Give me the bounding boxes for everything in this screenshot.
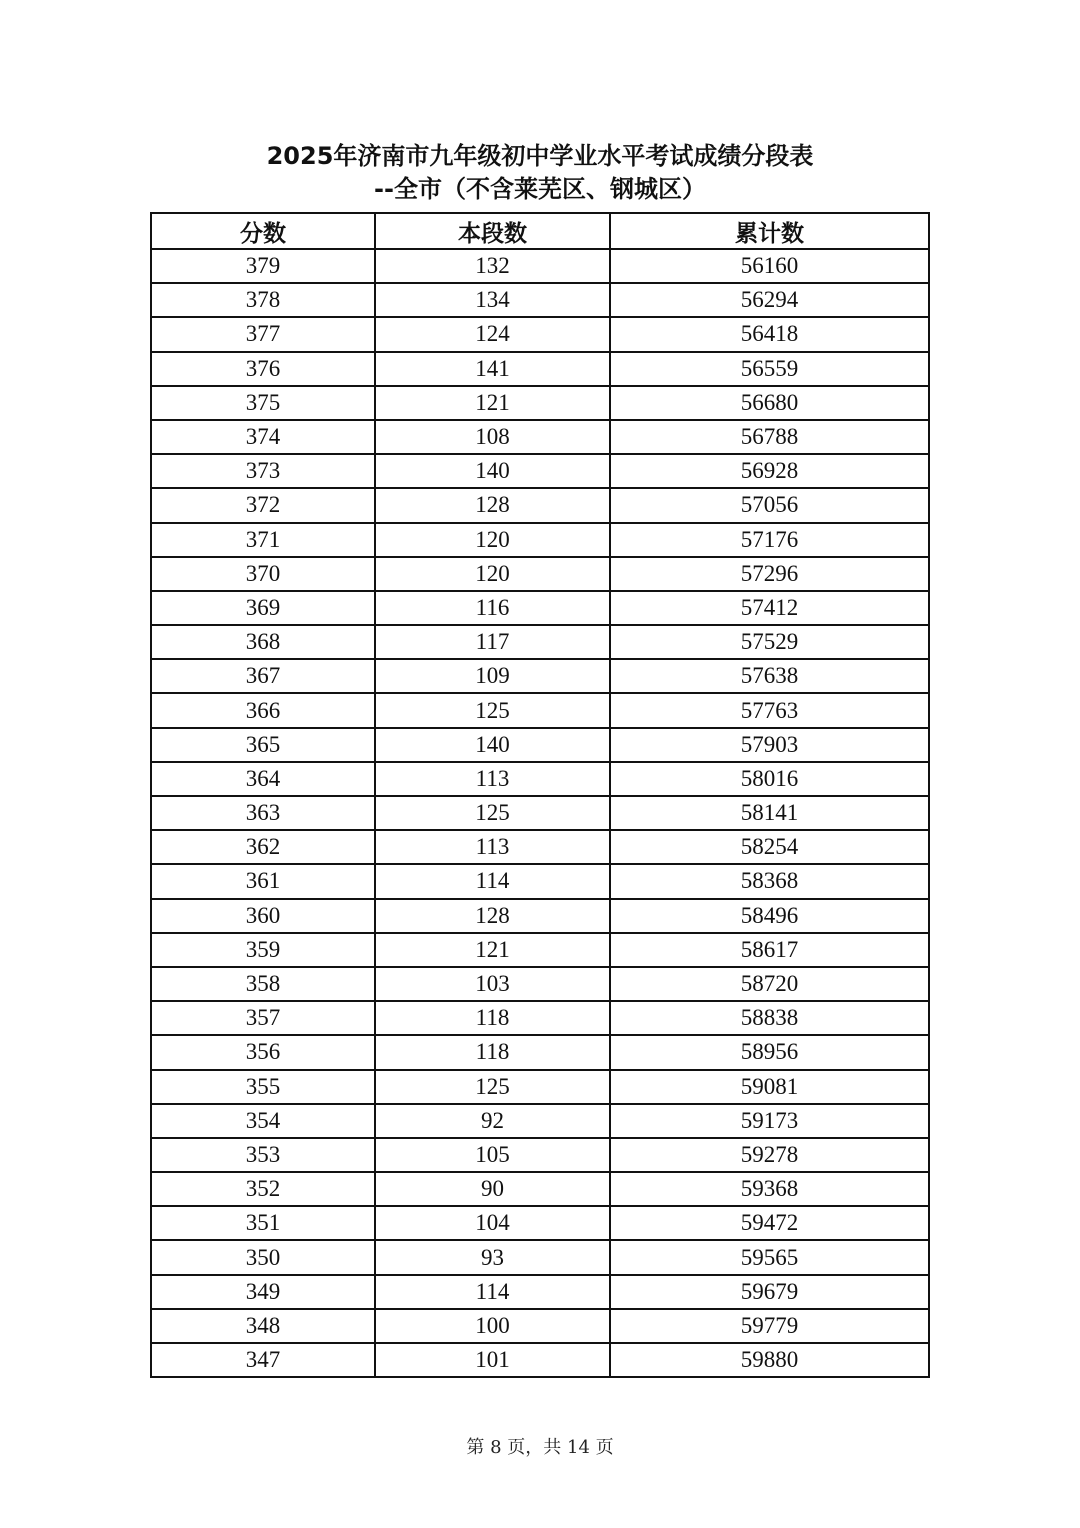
segment-count-cell: 128 — [375, 488, 610, 522]
segment-count-cell: 120 — [375, 523, 610, 557]
cumulative-count-cell: 58141 — [610, 796, 929, 830]
table-row — [151, 864, 929, 898]
cumulative-count-cell: 57056 — [610, 488, 929, 522]
segment-count-cell: 113 — [375, 762, 610, 796]
segment-count-cell: 124 — [375, 317, 610, 351]
header-score: 分数 — [151, 213, 375, 249]
cumulative-count-cell: 56160 — [610, 249, 929, 283]
cumulative-count-cell: 56294 — [610, 283, 929, 317]
table-row — [151, 728, 929, 762]
cumulative-count-cell: 59880 — [610, 1343, 929, 1377]
score-cell: 362 — [151, 830, 375, 864]
cumulative-count-cell: 56928 — [610, 454, 929, 488]
cumulative-count-cell: 58016 — [610, 762, 929, 796]
score-cell: 359 — [151, 933, 375, 967]
score-cell: 379 — [151, 249, 375, 283]
document-subtitle: --全市（不含莱芜区、钢城区） — [374, 175, 706, 203]
table-row — [151, 557, 929, 591]
table-row — [151, 1172, 929, 1206]
table-row — [151, 796, 929, 830]
score-cell: 363 — [151, 796, 375, 830]
cumulative-count-cell: 59368 — [610, 1172, 929, 1206]
score-cell: 364 — [151, 762, 375, 796]
score-cell: 351 — [151, 1206, 375, 1240]
score-cell: 360 — [151, 899, 375, 933]
segment-count-cell: 116 — [375, 591, 610, 625]
segment-count-cell: 114 — [375, 1275, 610, 1309]
table-row — [151, 762, 929, 796]
segment-count-cell: 90 — [375, 1172, 610, 1206]
score-cell: 370 — [151, 557, 375, 591]
cumulative-count-cell: 59472 — [610, 1206, 929, 1240]
cumulative-count-cell: 58254 — [610, 830, 929, 864]
cumulative-count-cell: 58617 — [610, 933, 929, 967]
score-cell: 375 — [151, 386, 375, 420]
cumulative-count-cell: 56559 — [610, 352, 929, 386]
cumulative-count-cell: 57412 — [610, 591, 929, 625]
cumulative-count-cell: 59779 — [610, 1309, 929, 1343]
table-row — [151, 591, 929, 625]
cumulative-count-cell: 58720 — [610, 967, 929, 1001]
score-cell: 352 — [151, 1172, 375, 1206]
segment-count-cell: 121 — [375, 386, 610, 420]
score-cell: 368 — [151, 625, 375, 659]
cumulative-count-cell: 57763 — [610, 693, 929, 727]
table-row — [151, 317, 929, 351]
segment-count-cell: 125 — [375, 693, 610, 727]
cumulative-count-cell: 59081 — [610, 1070, 929, 1104]
segment-count-cell: 114 — [375, 864, 610, 898]
segment-count-cell: 132 — [375, 249, 610, 283]
segment-count-cell: 108 — [375, 420, 610, 454]
score-cell: 371 — [151, 523, 375, 557]
segment-count-cell: 125 — [375, 796, 610, 830]
score-cell: 373 — [151, 454, 375, 488]
segment-count-cell: 113 — [375, 830, 610, 864]
segment-count-cell: 92 — [375, 1104, 610, 1138]
table-body — [151, 249, 929, 1377]
segment-count-cell: 117 — [375, 625, 610, 659]
score-cell: 366 — [151, 693, 375, 727]
cumulative-count-cell: 59278 — [610, 1138, 929, 1172]
table-row — [151, 967, 929, 1001]
table-row — [151, 1104, 929, 1138]
score-cell: 372 — [151, 488, 375, 522]
score-cell: 354 — [151, 1104, 375, 1138]
page-number: 第 8 页，共 14 页 — [466, 1437, 614, 1458]
segment-count-cell: 141 — [375, 352, 610, 386]
score-cell: 349 — [151, 1275, 375, 1309]
table-row — [151, 933, 929, 967]
segment-count-cell: 104 — [375, 1206, 610, 1240]
score-cell: 356 — [151, 1035, 375, 1069]
table-row — [151, 1275, 929, 1309]
cumulative-count-cell: 56418 — [610, 317, 929, 351]
cumulative-count-cell: 58838 — [610, 1001, 929, 1035]
cumulative-count-cell: 58368 — [610, 864, 929, 898]
segment-count-cell: 93 — [375, 1240, 610, 1274]
segment-count-cell: 109 — [375, 659, 610, 693]
score-cell: 347 — [151, 1343, 375, 1377]
segment-count-cell: 118 — [375, 1001, 610, 1035]
segment-count-cell: 118 — [375, 1035, 610, 1069]
segment-count-cell: 120 — [375, 557, 610, 591]
table-row — [151, 830, 929, 864]
table-row — [151, 1240, 929, 1274]
score-cell: 350 — [151, 1240, 375, 1274]
score-cell: 374 — [151, 420, 375, 454]
score-cell: 367 — [151, 659, 375, 693]
table-row — [151, 1206, 929, 1240]
score-distribution-table — [150, 212, 930, 1378]
table-row — [151, 352, 929, 386]
table-row — [151, 283, 929, 317]
score-cell: 355 — [151, 1070, 375, 1104]
segment-count-cell: 128 — [375, 899, 610, 933]
score-cell: 369 — [151, 591, 375, 625]
table-row — [151, 454, 929, 488]
segment-count-cell: 140 — [375, 728, 610, 762]
table-row — [151, 420, 929, 454]
segment-count-cell: 105 — [375, 1138, 610, 1172]
header-segment-count: 本段数 — [375, 213, 610, 249]
score-cell: 358 — [151, 967, 375, 1001]
segment-count-cell: 134 — [375, 283, 610, 317]
table-row — [151, 1343, 929, 1377]
segment-count-cell: 121 — [375, 933, 610, 967]
cumulative-count-cell: 56788 — [610, 420, 929, 454]
cumulative-count-cell: 57903 — [610, 728, 929, 762]
document-title: 2025年济南市九年级初中学业水平考试成绩分段表 — [266, 142, 814, 170]
cumulative-count-cell: 57638 — [610, 659, 929, 693]
score-cell: 353 — [151, 1138, 375, 1172]
cumulative-count-cell: 56680 — [610, 386, 929, 420]
cumulative-count-cell: 59565 — [610, 1240, 929, 1274]
cumulative-count-cell: 57296 — [610, 557, 929, 591]
cumulative-count-cell: 57176 — [610, 523, 929, 557]
cumulative-count-cell: 57529 — [610, 625, 929, 659]
table-row — [151, 1309, 929, 1343]
table-row — [151, 659, 929, 693]
table-row — [151, 523, 929, 557]
table-row — [151, 488, 929, 522]
table-row — [151, 899, 929, 933]
table-row — [151, 1070, 929, 1104]
table-header-row — [151, 213, 929, 249]
cumulative-count-cell: 59679 — [610, 1275, 929, 1309]
segment-count-cell: 100 — [375, 1309, 610, 1343]
segment-count-cell: 103 — [375, 967, 610, 1001]
score-cell: 361 — [151, 864, 375, 898]
segment-count-cell: 101 — [375, 1343, 610, 1377]
cumulative-count-cell: 59173 — [610, 1104, 929, 1138]
table-row — [151, 249, 929, 283]
cumulative-count-cell: 58496 — [610, 899, 929, 933]
table-row — [151, 1138, 929, 1172]
table-row — [151, 693, 929, 727]
cumulative-count-cell: 58956 — [610, 1035, 929, 1069]
segment-count-cell: 125 — [375, 1070, 610, 1104]
table-row — [151, 1035, 929, 1069]
header-cumulative-count: 累计数 — [610, 213, 929, 249]
score-cell: 377 — [151, 317, 375, 351]
table-row — [151, 1001, 929, 1035]
score-cell: 357 — [151, 1001, 375, 1035]
score-cell: 378 — [151, 283, 375, 317]
table-row — [151, 625, 929, 659]
table-row — [151, 386, 929, 420]
segment-count-cell: 140 — [375, 454, 610, 488]
score-cell: 365 — [151, 728, 375, 762]
score-cell: 348 — [151, 1309, 375, 1343]
score-cell: 376 — [151, 352, 375, 386]
